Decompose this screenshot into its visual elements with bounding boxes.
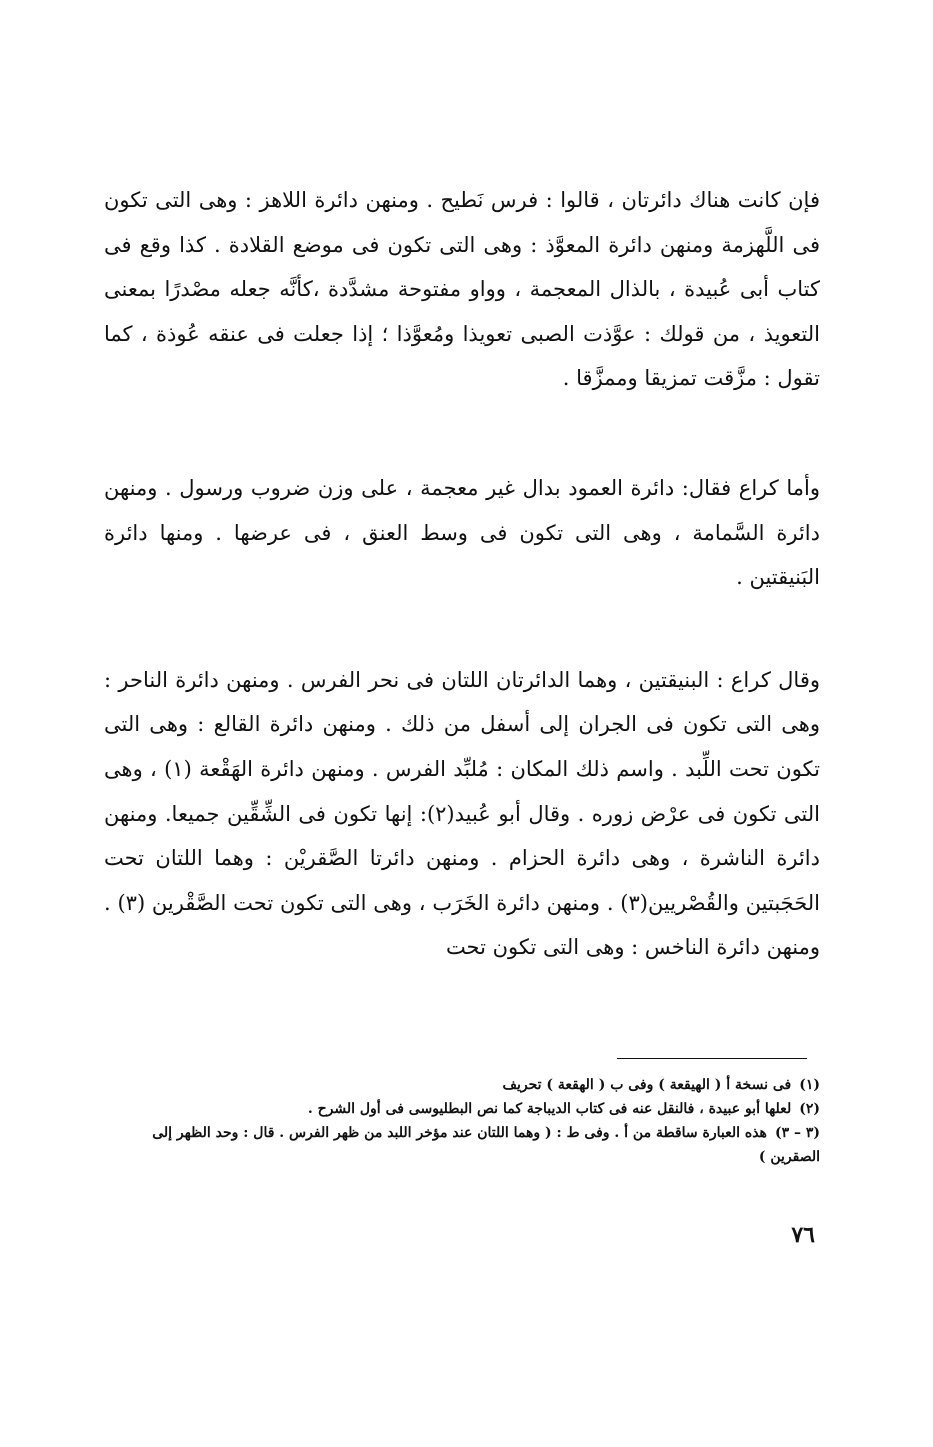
footnote-number: (٣ – ٣) xyxy=(774,1125,820,1141)
footnote-1 xyxy=(104,1073,820,1097)
footnote-number: (١) xyxy=(799,1077,820,1093)
footnote-2 xyxy=(104,1097,820,1121)
footnote-divider xyxy=(617,1058,807,1059)
paragraph-3: وقال كراع : البنيقتين ، وهما الدائرتان اللتان فى نحر الفرس . ومنهن دائرة الناحر : وهى التى تكون فى الجران إلى أسفل من ذلك . ومنهن دائرة القالع : وهى التى تكون تحت اللِّبد . واسم ذلك المكان : مُلبِّد الفرس . ومنهن دائرة الهَقْعة (١) ، وهى التى تكون فى عرْض زوره . وقال أبو عُبيد(٢): إنها تكون فى الشِّقِّين جميعا. ومنهن دائرة الناشرة ، وهى دائرة الحزام . ومنهن دائرتا الصَّقريْن : وهما اللتان تحت الحَجَبتين والقُصْريين(٣) . ومنهن دائرة الخَرَب ، وهى التى تكون تحت الصَّقْرين (٣) . ومنهن دائرة الناخس : وهى التى تكون تحت xyxy=(104,667,821,960)
footnotes xyxy=(104,1073,820,1169)
footnote-text: هذه العبارة ساقطة من أ . وفى ط : ( وهما اللتان عند مؤخر اللبد من ظهر الفرس . قال : وحد الظهر إلى الصقرين ) xyxy=(152,1125,820,1165)
main-text xyxy=(104,178,820,970)
page-number: ٧٦ xyxy=(791,1222,815,1248)
footnote-3 xyxy=(104,1121,820,1169)
paragraph-1: فإن كانت هناك دائرتان ، قالوا : فرس نَطيح . ومنهن دائرة اللاهز : وهى التى تكون فى اللَّهزمة ومنهن دائرة المعوَّذ : وهى التى تكون فى موضع القلادة . كذا وقع فى كتاب أبى عُبيدة ، بالذال المعجمة ، وواو مفتوحة مشدَّدة ،كأنَّه جعله مصْدرًا بمعنى التعويذ ، من قولك : عوَّذت الصبى تعويذا ومُعوَّذا ؛ إذا جعلت فى عنقه عُوذة ، كما تقول : مزَّقت تمزيقا وممزَّقا . xyxy=(104,188,820,391)
paragraph-2: وأما كراع فقال: دائرة العمود بدال غير معجمة ، على وزن ضروب ورسول . ومنهن دائرة السَّمامة ، وهى التى تكون فى وسط العنق ، فى عرضها . ومنها دائرة البَنيقتين . xyxy=(104,475,820,590)
footnote-number: (٢) xyxy=(799,1101,820,1117)
footnote-text: لعلها أبو عبيدة ، فالنقل عنه فى كتاب الديباجة كما نص البطليوسى فى أول الشرح . xyxy=(307,1101,792,1117)
footnote-text: فى نسخة أ ( الهيقعة ) وفى ب ( الهقعة ) تحريف xyxy=(502,1077,792,1093)
